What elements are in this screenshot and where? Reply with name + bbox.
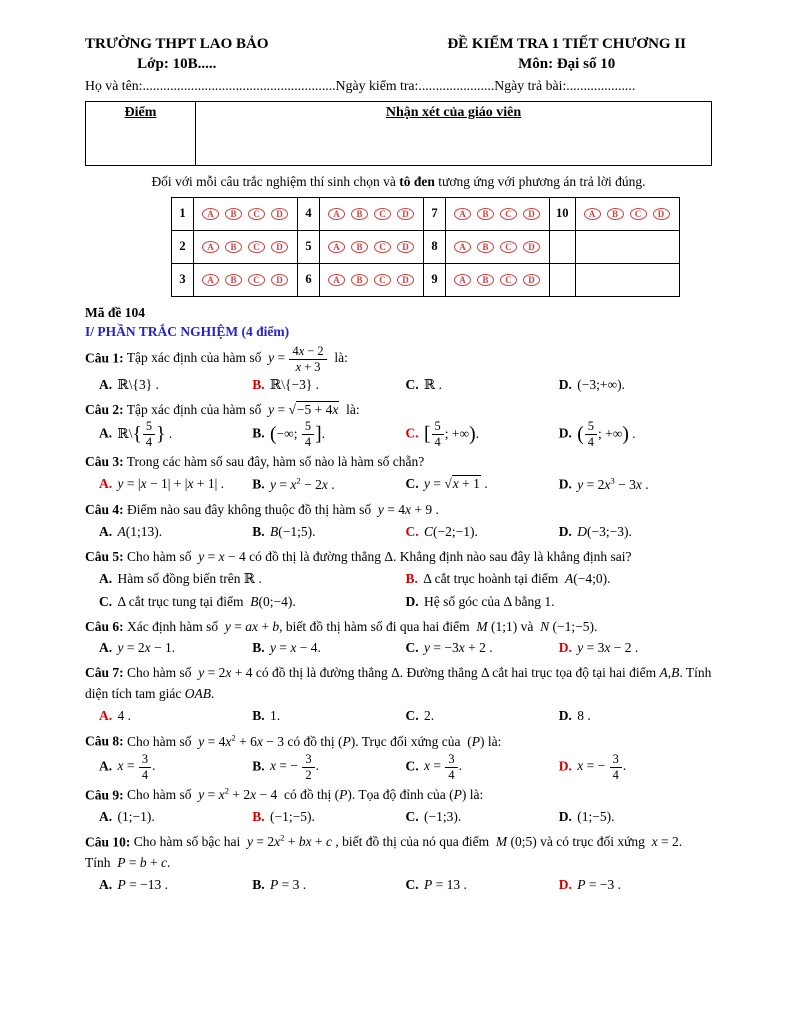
option-letter: A. bbox=[99, 376, 113, 392]
option-letter: B. bbox=[252, 376, 265, 392]
question-7-option-c bbox=[406, 705, 559, 728]
answer-bubble-a[interactable]: A bbox=[584, 208, 601, 220]
answer-bubble-a[interactable]: A bbox=[328, 241, 345, 253]
option-letter: D. bbox=[405, 593, 419, 609]
option-content: ℝ\{−3} . bbox=[266, 376, 320, 392]
answer-grid-number: 6 bbox=[298, 263, 320, 296]
answer-bubble-c[interactable]: C bbox=[500, 274, 517, 286]
option-content: (−1;3). bbox=[420, 809, 462, 825]
option-content: 4 . bbox=[114, 708, 131, 724]
answer-bubble-d[interactable]: D bbox=[397, 208, 414, 220]
option-content: ℝ\{ $\frac{5}{4}$ } . bbox=[114, 419, 173, 450]
answer-bubble-d[interactable]: D bbox=[397, 274, 414, 286]
answer-bubble-a[interactable]: A bbox=[454, 241, 471, 253]
option-letter: B. bbox=[252, 476, 265, 492]
answer-grid-bubbles bbox=[320, 197, 424, 230]
grade-table bbox=[85, 101, 712, 166]
option-letter: D. bbox=[558, 809, 572, 825]
question-label: Câu 9: bbox=[85, 787, 124, 803]
question-6 bbox=[85, 617, 712, 661]
question-5-option-d bbox=[406, 591, 713, 614]
question-label: Câu 2: bbox=[85, 401, 124, 417]
question-label: Câu 10: bbox=[85, 834, 131, 850]
answer-bubble-d[interactable]: D bbox=[523, 274, 540, 286]
option-content: D(−3;−3). bbox=[577, 523, 632, 539]
question-stem bbox=[85, 663, 712, 705]
question-5 bbox=[85, 547, 712, 614]
option-letter: C. bbox=[405, 708, 419, 724]
question-label: Câu 4: bbox=[85, 501, 124, 517]
option-content: P = −3 . bbox=[577, 877, 621, 893]
question-options bbox=[85, 753, 712, 782]
option-content: (−1;−5). bbox=[266, 809, 315, 825]
question-options bbox=[85, 874, 712, 897]
answer-grid-number: 9 bbox=[424, 263, 446, 296]
instruction-suffix: tương ứng với phương án trả lời đúng. bbox=[434, 173, 646, 189]
question-options bbox=[85, 420, 712, 449]
grade-score-cell bbox=[86, 101, 196, 165]
option-content: y = 3x − 2 . bbox=[577, 640, 639, 656]
question-label: Câu 3: bbox=[85, 454, 124, 470]
option-content: Hàm số đồng biến trên ℝ . bbox=[114, 570, 262, 586]
answer-grid-bubbles bbox=[575, 230, 679, 263]
question-8-option-d bbox=[559, 753, 712, 782]
answer-bubble-d[interactable]: D bbox=[397, 241, 414, 253]
question-stem bbox=[85, 785, 712, 806]
option-letter: A. bbox=[99, 426, 113, 442]
option-letter: D. bbox=[558, 708, 572, 724]
answer-grid-number bbox=[550, 230, 576, 263]
question-8 bbox=[85, 731, 712, 781]
option-content: Hệ số góc của Δ bằng 1. bbox=[420, 593, 555, 609]
question-4 bbox=[85, 500, 712, 544]
question-6-option-c bbox=[406, 637, 559, 660]
question-9 bbox=[85, 785, 712, 829]
student-name-line: Họ và tên:........................................................Ngày kiểm tra:......................Ngày trả bài:.................... bbox=[85, 77, 636, 93]
option-letter: B. bbox=[252, 758, 265, 774]
question-stem bbox=[85, 500, 712, 521]
question-7-option-d bbox=[559, 705, 712, 728]
option-letter: C. bbox=[405, 758, 419, 774]
option-content: 1. bbox=[266, 708, 281, 724]
answer-bubble-c[interactable]: C bbox=[630, 208, 647, 220]
question-label: Câu 6: bbox=[85, 618, 124, 634]
answer-bubble-d[interactable]: D bbox=[523, 208, 540, 220]
question-9-option-d bbox=[559, 806, 712, 829]
option-letter: A. bbox=[99, 877, 113, 893]
answer-bubble-c[interactable]: C bbox=[374, 274, 391, 286]
question-1-option-c bbox=[406, 374, 559, 397]
question-2-option-a bbox=[99, 420, 252, 449]
option-content: x = $\frac{3}{4}$ . bbox=[424, 751, 462, 782]
question-stem-text: Xác định hàm số y = ax + b, biết đồ thị hàm số đi qua hai điểm M (1;1) và N (−1;−5). bbox=[123, 618, 598, 634]
answer-bubble-b[interactable]: B bbox=[351, 208, 368, 220]
answer-bubble-b[interactable]: B bbox=[225, 208, 242, 220]
question-stem bbox=[85, 452, 712, 473]
answer-bubble-d[interactable]: D bbox=[653, 208, 670, 220]
answer-bubble-d[interactable]: D bbox=[271, 274, 288, 286]
option-content: Δ cắt trục tung tại điểm B(0;−4). bbox=[114, 593, 296, 609]
question-stem bbox=[85, 617, 712, 638]
option-content: y = 2x − 1. bbox=[117, 640, 176, 656]
question-7-option-a bbox=[99, 705, 252, 728]
question-1 bbox=[85, 345, 712, 397]
option-content: 8 . bbox=[573, 708, 591, 724]
option-letter: B. bbox=[252, 809, 265, 825]
question-10-option-c bbox=[406, 874, 559, 897]
option-letter: D. bbox=[558, 758, 572, 774]
answer-grid-bubbles bbox=[194, 230, 298, 263]
question-4-option-d bbox=[559, 521, 712, 544]
question-stem bbox=[85, 547, 712, 568]
question-label: Câu 5: bbox=[85, 548, 124, 564]
question-3-option-a bbox=[99, 473, 252, 496]
answer-grid-number: 3 bbox=[172, 263, 194, 296]
question-3-option-c bbox=[406, 473, 559, 496]
option-letter: C. bbox=[405, 523, 419, 539]
question-6-option-d bbox=[559, 637, 712, 660]
option-content: (1;−1). bbox=[114, 809, 155, 825]
option-letter: A. bbox=[99, 640, 113, 656]
question-3-option-b bbox=[252, 473, 405, 496]
question-label: Câu 8: bbox=[85, 733, 124, 749]
question-label: Câu 1: bbox=[85, 350, 124, 366]
question-stem-text: Trong các hàm số sau đây, hàm số nào là hàm số chẵn? bbox=[123, 454, 425, 470]
exam-code: Mã đề 104 bbox=[85, 304, 145, 320]
question-label: Câu 7: bbox=[85, 665, 124, 681]
option-letter: C. bbox=[405, 376, 419, 392]
question-options bbox=[85, 374, 712, 397]
answer-bubble-c[interactable]: C bbox=[500, 241, 517, 253]
grade-table-row bbox=[86, 101, 712, 165]
question-6-option-b bbox=[252, 637, 405, 660]
question-stem-text: Cho hàm số $y = 4x^2 + 6x - 3$ có đồ thị (P). Trục đối xứng của (P) là: bbox=[123, 732, 502, 749]
option-content: [ $\frac{5}{4}$ ; +∞). bbox=[424, 419, 479, 450]
option-letter: A. bbox=[99, 570, 113, 586]
document-header bbox=[85, 34, 712, 75]
option-letter: D. bbox=[558, 877, 572, 893]
question-10-option-a bbox=[99, 874, 252, 897]
answer-bubble-c[interactable]: C bbox=[248, 208, 265, 220]
question-8-option-a bbox=[99, 753, 252, 782]
option-letter: B. bbox=[252, 877, 265, 893]
answer-grid-number: 8 bbox=[424, 230, 446, 263]
question-5-option-a bbox=[99, 568, 406, 591]
answer-bubble-b[interactable]: B bbox=[225, 274, 242, 286]
option-content: 2. bbox=[420, 708, 435, 724]
answer-grid-number: 5 bbox=[298, 230, 320, 263]
answer-grid-number: 2 bbox=[172, 230, 194, 263]
question-3 bbox=[85, 452, 712, 496]
answer-grid-number bbox=[550, 263, 576, 296]
question-stem-text: Cho hàm số y = x − 4 có đồ thị là đường thẳng Δ. Khẳng định nào sau đây là khẳng định sai? bbox=[123, 548, 632, 564]
answer-grid bbox=[171, 197, 680, 297]
answer-grid-bubbles bbox=[194, 263, 298, 296]
answer-bubble-d[interactable]: D bbox=[271, 241, 288, 253]
option-letter: A. bbox=[99, 523, 113, 539]
question-6-option-a bbox=[99, 637, 252, 660]
header-school-block bbox=[85, 34, 269, 75]
option-content: Δ cắt trục hoành tại điểm A(−4;0). bbox=[419, 570, 611, 586]
question-3-option-d bbox=[559, 473, 712, 496]
option-content: (1;−5). bbox=[573, 809, 615, 825]
answer-bubble-a[interactable]: A bbox=[454, 208, 471, 220]
answer-bubble-b[interactable]: B bbox=[351, 274, 368, 286]
exam-title: ĐỀ KIỂM TRA 1 TIẾT CHƯƠNG II bbox=[447, 36, 686, 52]
answer-bubble-a[interactable]: A bbox=[202, 274, 219, 286]
option-letter: D. bbox=[558, 376, 572, 392]
option-letter: B. bbox=[405, 570, 418, 586]
question-1-option-d bbox=[559, 374, 712, 397]
question-options bbox=[85, 473, 712, 496]
question-10 bbox=[85, 832, 712, 897]
question-options bbox=[85, 637, 712, 660]
question-4-option-a bbox=[99, 521, 252, 544]
question-options bbox=[85, 568, 712, 614]
answer-grid-bubbles bbox=[446, 263, 550, 296]
option-content: B(−1;5). bbox=[270, 523, 316, 539]
option-letter: C. bbox=[405, 476, 419, 492]
answer-bubble-c[interactable]: C bbox=[374, 241, 391, 253]
option-content: x = $\frac{3}{4}$ . bbox=[117, 751, 156, 782]
answer-bubble-b[interactable]: B bbox=[477, 208, 494, 220]
question-2 bbox=[85, 400, 712, 450]
question-4-option-b bbox=[252, 521, 405, 544]
option-content: ℝ\{3} . bbox=[114, 376, 159, 392]
option-letter: C. bbox=[405, 877, 419, 893]
questions bbox=[85, 345, 712, 898]
question-stem bbox=[85, 345, 712, 374]
option-content: y = |x − 1| + |x + 1| . bbox=[117, 476, 225, 492]
question-9-option-a bbox=[99, 806, 252, 829]
option-letter: D. bbox=[558, 426, 572, 442]
option-content: A(1;13). bbox=[117, 523, 163, 539]
answer-bubble-a[interactable]: A bbox=[328, 274, 345, 286]
comment-label: Nhận xét của giáo viên bbox=[385, 104, 522, 120]
option-letter: A. bbox=[99, 758, 113, 774]
question-stem-text: Cho hàm số $y = x^2 + 2x - 4$ có đồ thị (P). Tọa độ đỉnh của (P) là: bbox=[123, 785, 484, 803]
question-stem bbox=[85, 731, 712, 752]
option-letter: D. bbox=[558, 476, 572, 492]
question-5-option-c bbox=[99, 591, 406, 614]
answer-grid-bubbles bbox=[320, 263, 424, 296]
option-content: ( $\frac{5}{4}$ ; +∞) . bbox=[577, 419, 636, 450]
answer-bubble-c[interactable]: C bbox=[248, 274, 265, 286]
question-options bbox=[85, 521, 712, 544]
header-exam-block bbox=[447, 34, 712, 75]
question-8-option-b bbox=[252, 753, 405, 782]
instruction-line bbox=[85, 174, 712, 190]
answer-grid-number: 7 bbox=[424, 197, 446, 230]
question-2-option-c bbox=[406, 420, 559, 449]
option-letter: A. bbox=[99, 809, 113, 825]
option-content: (−∞; $\frac{5}{4}$ ]. bbox=[270, 419, 325, 450]
question-7-option-b bbox=[252, 705, 405, 728]
option-letter: C. bbox=[99, 593, 113, 609]
option-letter: C. bbox=[405, 809, 419, 825]
option-letter: A. bbox=[99, 708, 113, 724]
answer-bubble-c[interactable]: C bbox=[248, 241, 265, 253]
question-1-option-a bbox=[99, 374, 252, 397]
option-content: y = x − 4. bbox=[270, 640, 321, 656]
answer-bubble-b[interactable]: B bbox=[225, 241, 242, 253]
option-letter: C. bbox=[405, 426, 419, 442]
option-letter: B. bbox=[252, 426, 265, 442]
answer-grid-number: 10 bbox=[550, 197, 576, 230]
option-letter: A. bbox=[99, 476, 113, 492]
option-letter: B. bbox=[252, 523, 265, 539]
question-10-option-d bbox=[559, 874, 712, 897]
option-content: P = 3 . bbox=[270, 877, 307, 893]
question-10-option-b bbox=[252, 874, 405, 897]
answer-bubble-c[interactable]: C bbox=[500, 208, 517, 220]
answer-bubble-b[interactable]: B bbox=[477, 241, 494, 253]
option-letter: B. bbox=[252, 708, 265, 724]
class-line: Lớp: 10B..... bbox=[137, 56, 217, 73]
answer-bubble-b[interactable]: B bbox=[477, 274, 494, 286]
question-options bbox=[85, 705, 712, 728]
answer-bubble-a[interactable]: A bbox=[328, 208, 345, 220]
answer-grid-body bbox=[172, 197, 680, 296]
option-content: $y = x^2 - 2x$ . bbox=[270, 475, 335, 492]
instruction-bold-term: tô đen bbox=[399, 173, 435, 189]
question-2-option-b bbox=[252, 420, 405, 449]
option-content: (−3;+∞). bbox=[573, 376, 625, 392]
answer-bubble-b[interactable]: B bbox=[351, 241, 368, 253]
question-4-option-c bbox=[406, 521, 559, 544]
grade-comment-cell bbox=[196, 101, 712, 165]
question-stem-text: Tập xác định của hàm số y = $\frac{4x - 2}{x + 3}$ là: bbox=[123, 343, 348, 374]
answer-grid-bubbles bbox=[575, 263, 679, 296]
section-title: I/ PHẦN TRẮC NGHIỆM (4 điểm) bbox=[85, 323, 290, 339]
option-content: C(−2;−1). bbox=[424, 523, 478, 539]
question-stem-text: Cho hàm số y = 2x + 4 có đồ thị là đường thẳng Δ. Đường thẳng Δ cắt hai trục tọa độ tại hai điểm A,B. Tính diện tích tam giác OAB. bbox=[85, 665, 712, 702]
answer-bubble-b[interactable]: B bbox=[607, 208, 624, 220]
answer-grid-bubbles bbox=[320, 230, 424, 263]
option-content: P = −13 . bbox=[117, 877, 168, 893]
option-content: x = − $\frac{3}{4}$ . bbox=[577, 751, 627, 782]
answer-grid-number: 4 bbox=[298, 197, 320, 230]
answer-grid-number: 1 bbox=[172, 197, 194, 230]
instruction-prefix: Đối với mỗi câu trắc nghiệm thí sinh chọn và bbox=[151, 173, 400, 189]
answer-bubble-c[interactable]: C bbox=[374, 208, 391, 220]
option-content: y = √x + 1 . bbox=[424, 476, 488, 492]
question-stem bbox=[85, 832, 712, 874]
school-name: TRƯỜNG THPT LAO BẢO bbox=[85, 36, 269, 52]
question-stem-text: Điểm nào sau đây không thuộc đồ thị hàm số y = 4x + 9 . bbox=[123, 501, 439, 517]
option-letter: C. bbox=[405, 640, 419, 656]
option-letter: D. bbox=[558, 523, 572, 539]
exam-subject: Môn: Đại số 10 bbox=[518, 56, 616, 73]
question-9-option-b bbox=[252, 806, 405, 829]
answer-bubble-a[interactable]: A bbox=[454, 274, 471, 286]
answer-bubble-d[interactable]: D bbox=[271, 208, 288, 220]
question-2-option-d bbox=[559, 420, 712, 449]
answer-grid-bubbles bbox=[446, 197, 550, 230]
question-5-option-b bbox=[406, 568, 713, 591]
answer-grid-bubbles bbox=[194, 197, 298, 230]
option-content: $y = 2x^3 - 3x$ . bbox=[577, 475, 649, 492]
option-letter: B. bbox=[252, 640, 265, 656]
answer-bubble-a[interactable]: A bbox=[202, 208, 219, 220]
answer-grid-bubbles bbox=[575, 197, 679, 230]
option-content: y = −3x + 2 . bbox=[424, 640, 493, 656]
question-options bbox=[85, 806, 712, 829]
option-content: P = 13 . bbox=[424, 877, 467, 893]
question-stem bbox=[85, 400, 712, 421]
option-content: ℝ . bbox=[420, 376, 442, 392]
answer-grid-bubbles bbox=[446, 230, 550, 263]
score-label: Điểm bbox=[124, 104, 157, 120]
question-8-option-c bbox=[406, 753, 559, 782]
question-9-option-c bbox=[406, 806, 559, 829]
question-1-option-b bbox=[252, 374, 405, 397]
option-letter: D. bbox=[558, 640, 572, 656]
answer-bubble-d[interactable]: D bbox=[523, 241, 540, 253]
option-content: x = − $\frac{3}{2}$ . bbox=[270, 751, 319, 782]
answer-bubble-a[interactable]: A bbox=[202, 241, 219, 253]
question-stem-text: Cho hàm số bậc hai $y = 2x^2$ + bx + c , biết đồ thị của nó qua điểm M (0;5) và có trục đối xứng x = 2. Tính P = b + c. bbox=[85, 832, 683, 871]
question-stem-text: Tập xác định của hàm số y = √−5 + 4x là: bbox=[123, 401, 360, 417]
question-7 bbox=[85, 663, 712, 728]
